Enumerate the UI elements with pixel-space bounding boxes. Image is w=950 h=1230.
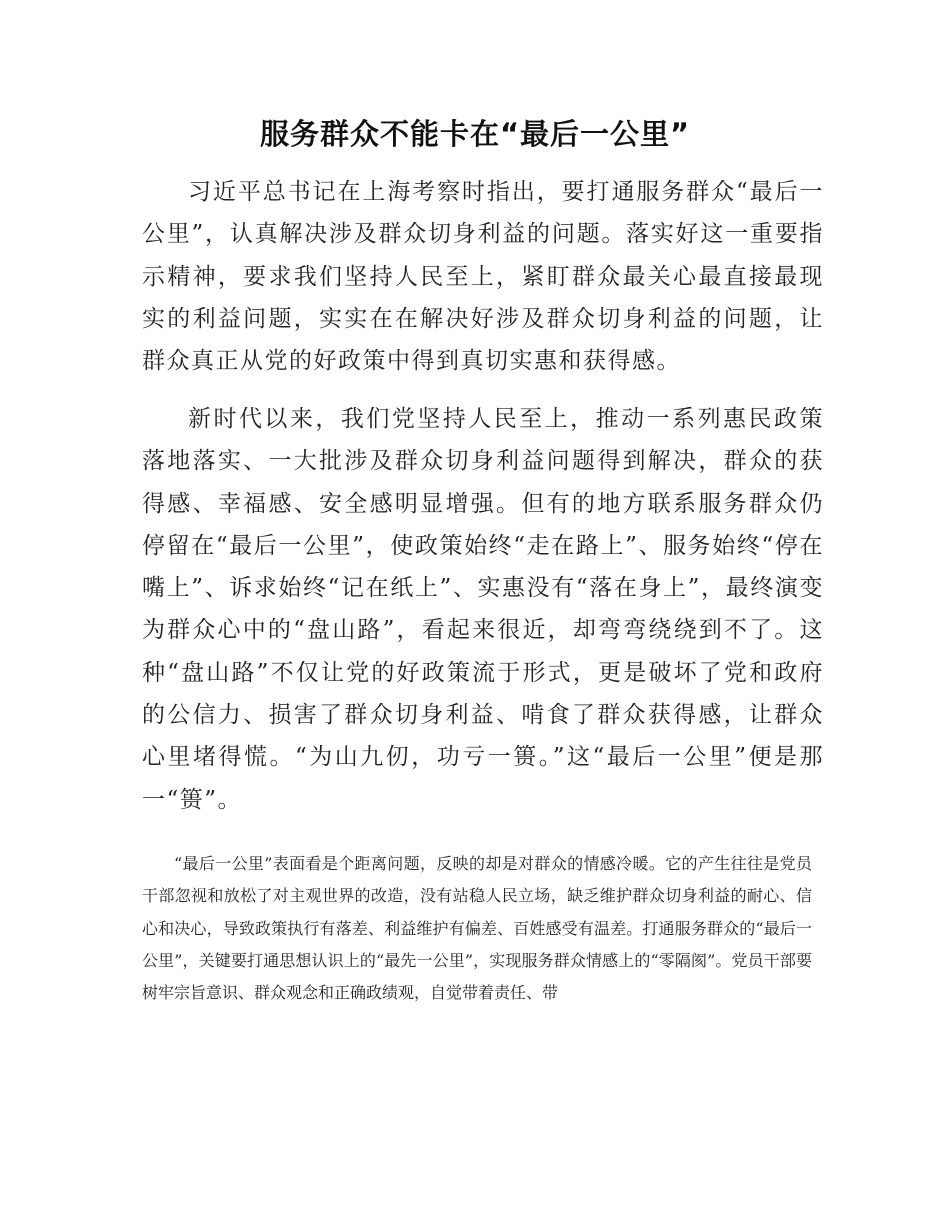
document-title: 服务群众不能卡在“最后一公里”	[259, 117, 691, 151]
paragraph-2: 新时代以来，我们党坚持人民至上，推动一系列惠民政策落地落实、一大批涉及群众切身利益问题得到解决，群众的获得感、幸福感、安全感明显增强。但有的地方联系服务群众仍停留在“最后一公里”，使政策始终“走在路上”、服务始终“停在嘴上”、诉求始终“记在纸上”、实惠没有“落在身上”，最终演变为群众心中的“盘山路”，看起来很近，却弯弯绕绕到不了。这种“盘山路”不仅让党的好政策流于形式，更是破坏了党和政府的公信力、损害了群众切身利益、啃食了群众获得感，让群众心里堵得慌。“为山九仞，功亏一篑。”这“最后一公里”便是那一“篑”。	[142, 406, 824, 813]
paragraph-3: “最后一公里”表面看是个距离问题，反映的却是对群众的情感冷暖。它的产生往往是党员干部忽视和放松了对主观世界的改造，没有站稳人民立场，缺乏维护群众切身利益的耐心、信心和决心，导致政策执行有落差、利益维护有偏差、百姓感受有温差。打通服务群众的“最后一公里”，关键要打通思想认识上的“最先一公里”，实现服务群众情感上的“零隔阂”。党员干部要树牢宗旨意识、群众观念和正确政绩观，自觉带着责任、带	[142, 854, 812, 1003]
paragraph-1: 习近平总书记在上海考察时指出，要打通服务群众“最后一公里”，认真解决涉及群众切身利益的问题。落实好这一重要指示精神，要求我们坚持人民至上，紧盯群众最关心最直接最现实的利益问题，实实在在解决好涉及群众切身利益的问题，让群众真正从党的好政策中得到真切实惠和获得感。	[142, 179, 824, 375]
